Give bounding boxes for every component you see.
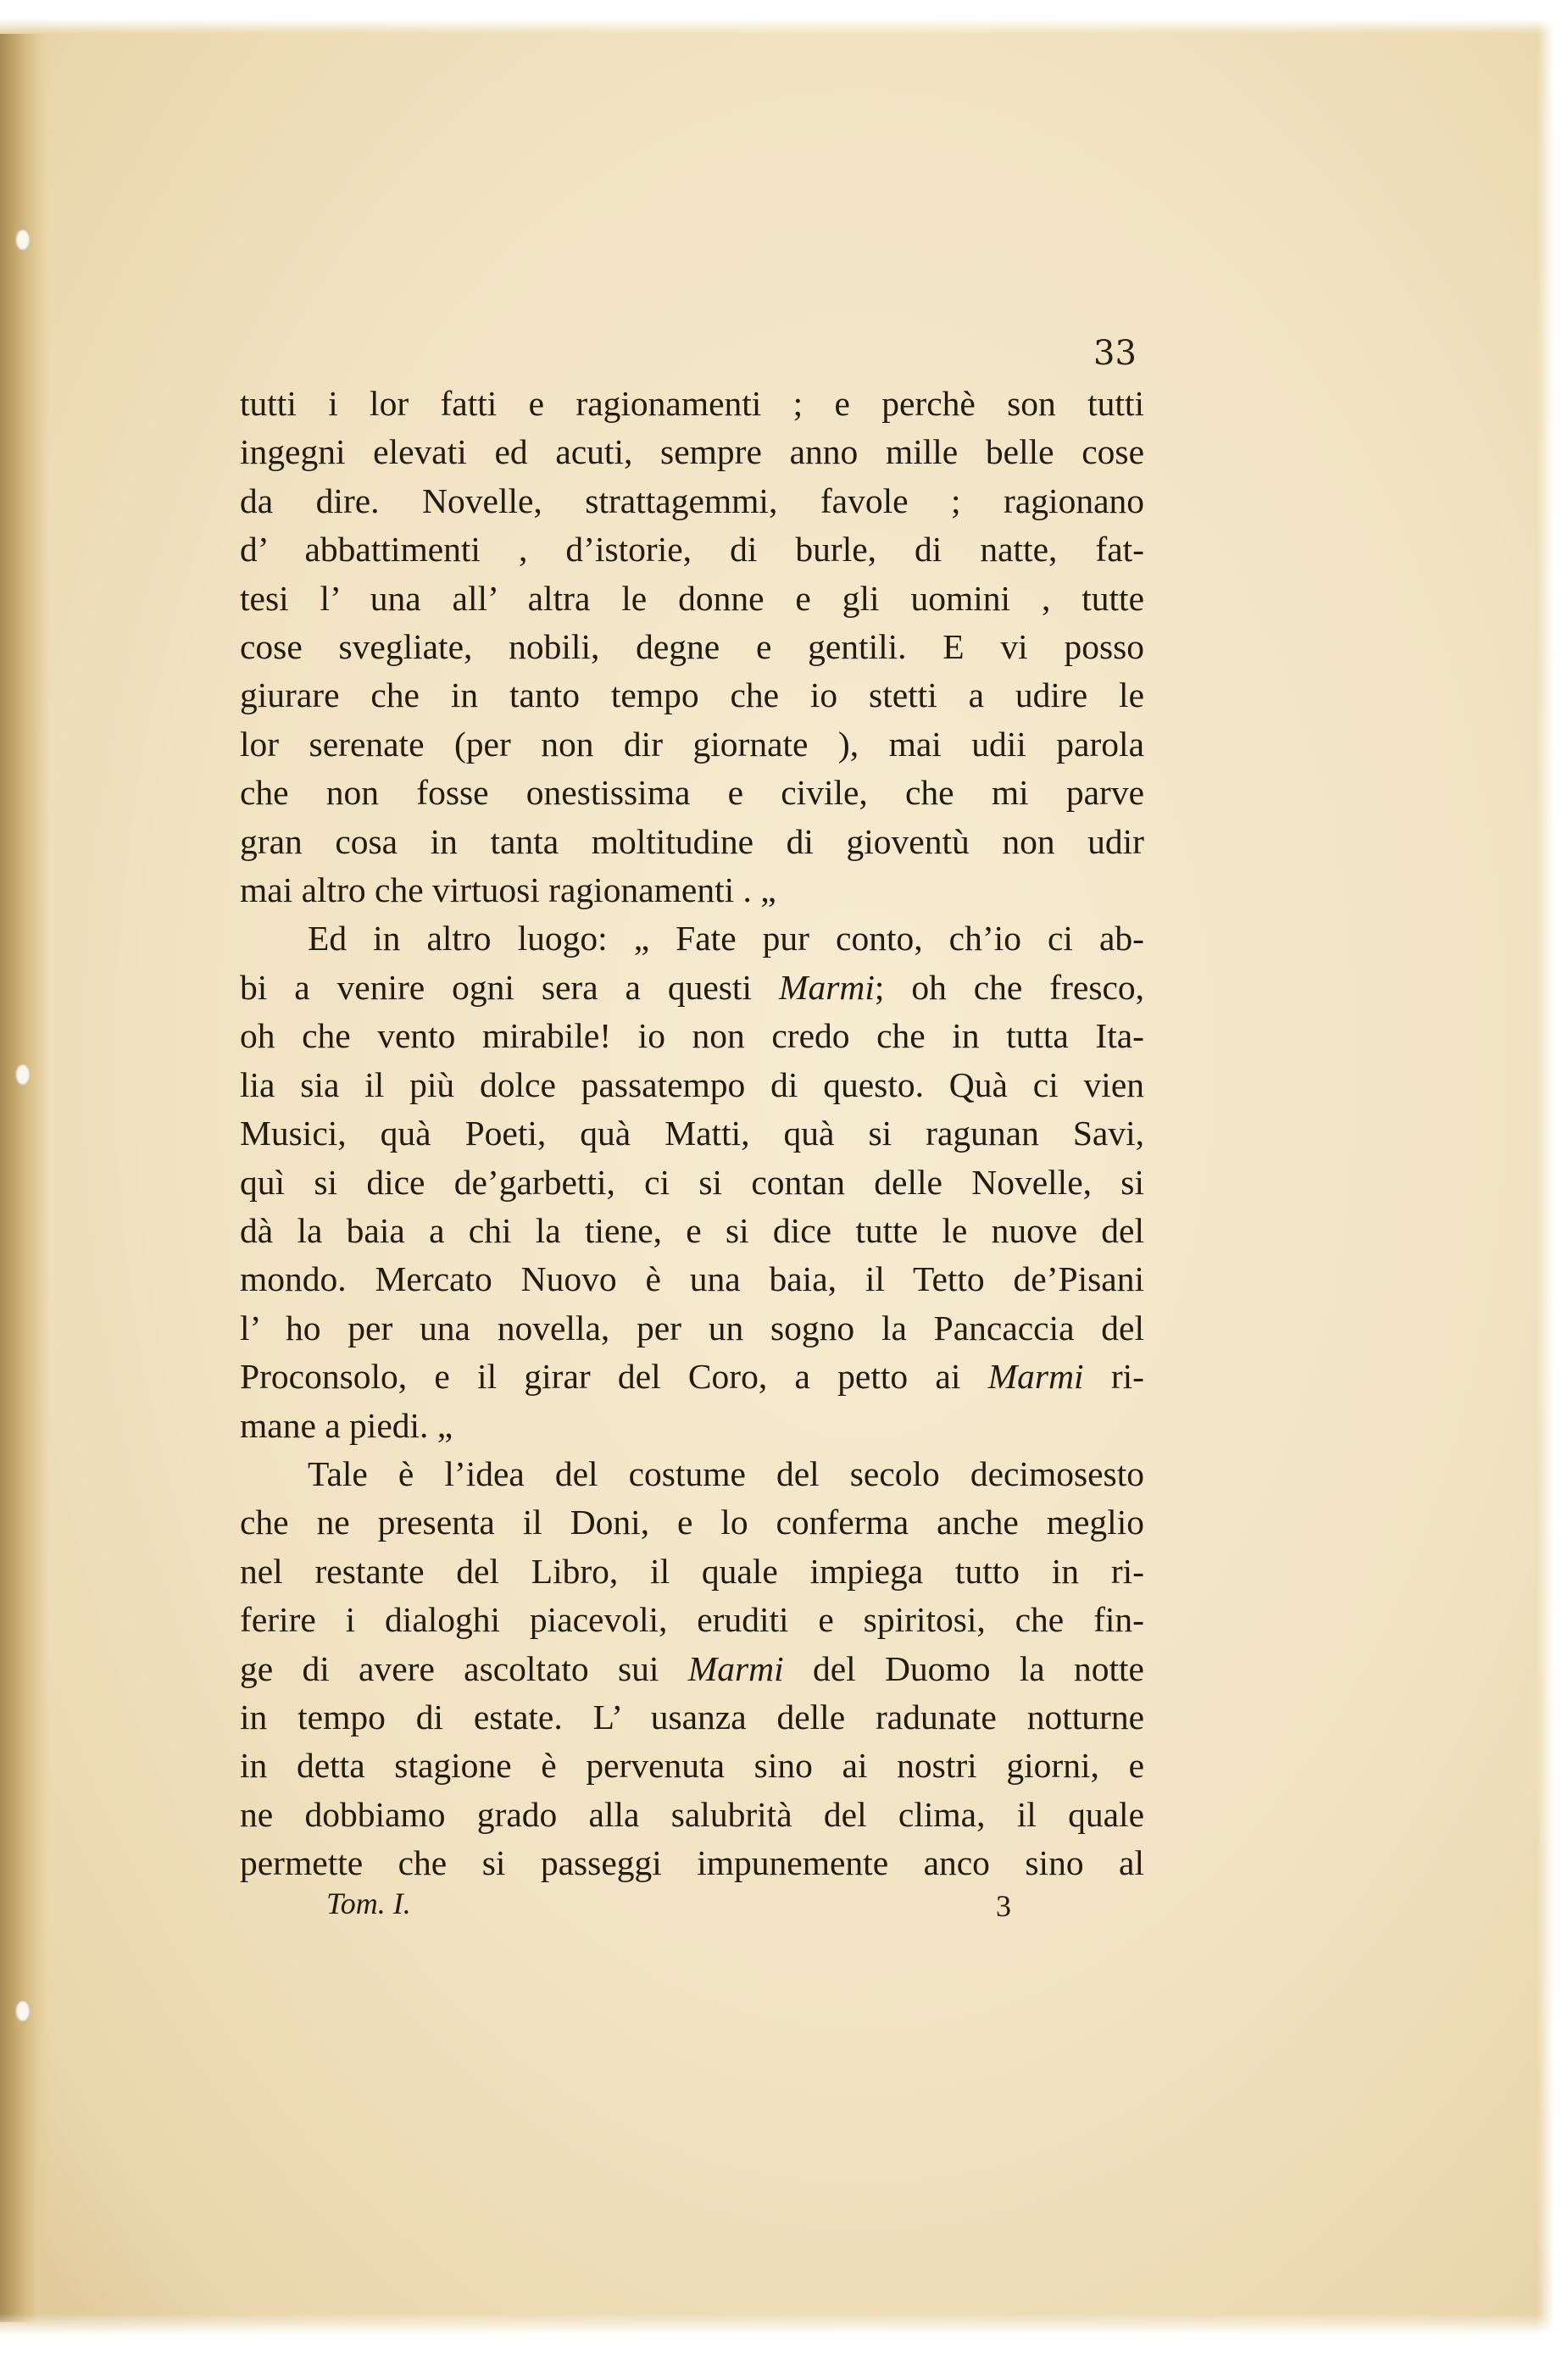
- text-line: [240, 1353, 1144, 1401]
- signature-mark: Tom. I.: [326, 1886, 411, 1920]
- text-line: da dire. Novelle, strattagemmi, favole ; ragionano: [240, 481, 1144, 520]
- text-line: quì si dice de’garbetti, ci si contan delle Novelle, si: [240, 1162, 1144, 1202]
- text-line: d’ abbattimenti , d’istorie, di burle, di natte, fat-: [240, 530, 1144, 570]
- binding-edge: [0, 34, 49, 2322]
- text-fragment: bi a venire ogni sera a questi: [240, 967, 752, 1007]
- text-line: ferire i dialoghi piacevoli, eruditi e spiritosi, che fin-: [240, 1600, 1144, 1640]
- text-line: mondo. Mercato Nuovo è una baia, il Tetto de’Pisani: [240, 1259, 1144, 1299]
- text-fragment: Proconsolo, e il girar del Coro, a petto ai: [240, 1357, 961, 1397]
- text-fragment: ge di avere ascoltato sui: [240, 1648, 659, 1688]
- text-line: oh che vento mirabile! io non credo che in tutta Ita-: [240, 1016, 1144, 1056]
- text-fragment: ; oh che fresco,: [874, 967, 1145, 1007]
- text-line: che non fosse onestissima e civile, che mi parve: [240, 773, 1144, 813]
- text-line: l’ ho per una novella, per un sogno la Pancaccia del: [240, 1308, 1144, 1347]
- binding-hole: [15, 2000, 31, 2022]
- text-line: Tale è l’idea del costume del secolo decimosesto: [308, 1453, 1144, 1493]
- italic-word: Marmi: [687, 1648, 784, 1688]
- binding-hole: [15, 1064, 31, 1086]
- body-text: [240, 380, 1144, 1888]
- page-number: 33: [1093, 334, 1137, 373]
- text-line: cose svegliate, nobili, degne e gentili. E vi posso: [240, 627, 1144, 667]
- text-line: permette che si passeggi impunemente anco sino al: [240, 1843, 1144, 1883]
- text-line: ne dobbiamo grado alla salubrità del clima, il quale: [240, 1794, 1144, 1834]
- text-line: ingegni elevati ed acuti, sempre anno mille belle cose: [240, 432, 1144, 472]
- text-line: [240, 964, 1144, 1012]
- text-line: mai altro che virtuosi ragionamenti . „: [240, 870, 776, 910]
- text-line: in detta stagione è pervenuta sino ai nostri giorni, e: [240, 1746, 1144, 1786]
- text-line: dà la baia a chi la tiene, e si dice tutte le nuove del: [240, 1210, 1144, 1250]
- text-line: lia sia il più dolce passatempo di questo. Quà ci vien: [240, 1064, 1144, 1104]
- text-line: in tempo di estate. L’ usanza delle radunate notturne: [240, 1697, 1144, 1736]
- text-line: Musici, quà Poeti, quà Matti, quà si ragunan Savi,: [240, 1114, 1144, 1153]
- text-line: [240, 1645, 1144, 1693]
- page-right-edge: [1537, 0, 1568, 2356]
- text-fragment: ri-: [1083, 1357, 1144, 1397]
- text-line: tutti i lor fatti e ragionamenti ; e perchè son tutti: [240, 384, 1144, 423]
- text-line: tesi l’ una all’ altra le donne e gli uomini , tutte: [240, 578, 1144, 618]
- page-bottom-edge: [0, 2314, 1568, 2356]
- text-line: lor serenate (per non dir giornate ), mai udii parola: [240, 724, 1144, 764]
- text-line: che ne presenta il Doni, e lo conferma anche meglio: [240, 1503, 1144, 1542]
- italic-word: Marmi: [778, 967, 875, 1007]
- text-line: nel restante del Libro, il quale impiega tutto in ri-: [240, 1551, 1144, 1591]
- text-fragment: del Duomo la notte: [783, 1648, 1144, 1688]
- italic-word: Marmi: [987, 1357, 1084, 1397]
- text-line: Ed in altro luogo: „ Fate pur conto, ch’io ci ab-: [308, 919, 1144, 959]
- signature-number: 3: [996, 1889, 1011, 1923]
- text-line: giurare che in tanto tempo che io stetti a udire le: [240, 675, 1144, 715]
- text-line: mane a piedi. „: [240, 1405, 453, 1445]
- page-top-edge: [0, 0, 1568, 34]
- text-line: gran cosa in tanta moltitudine di gioventù non udir: [240, 821, 1144, 861]
- binding-hole: [15, 229, 31, 251]
